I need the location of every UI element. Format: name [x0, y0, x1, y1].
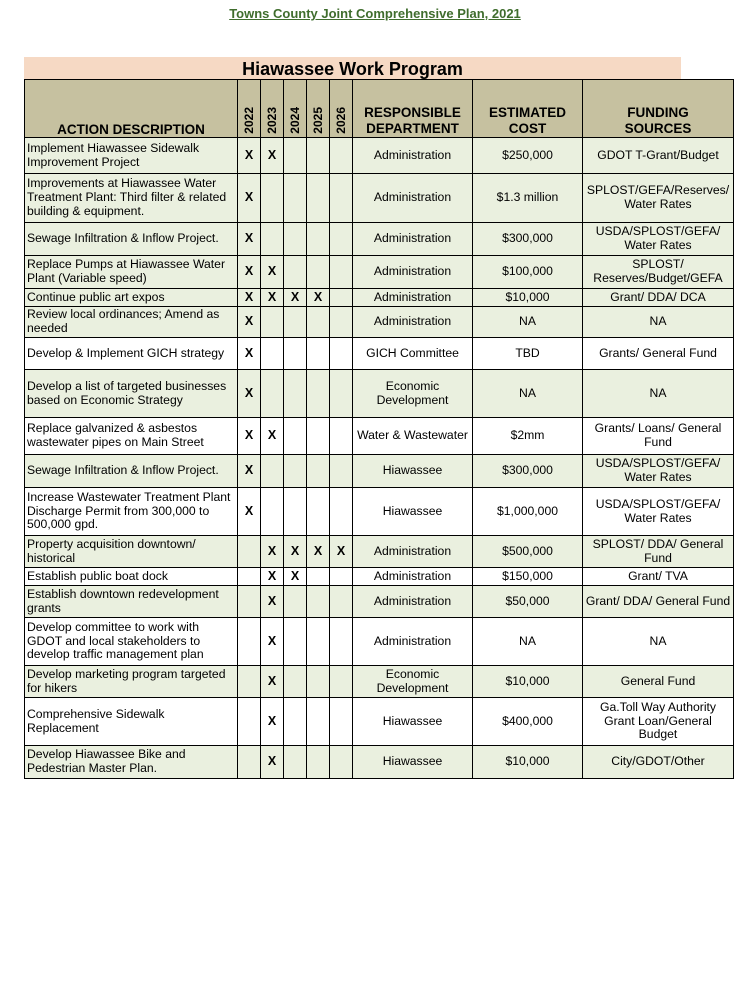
year-mark-2022	[238, 666, 261, 698]
year-mark-2023: X	[261, 418, 284, 455]
funding-sources-cell: Ga.Toll Way Authority Grant Loan/General Budget	[583, 698, 734, 746]
year-mark-2026	[330, 338, 353, 370]
year-mark-2024: X	[284, 289, 307, 307]
year-mark-2026	[330, 586, 353, 618]
estimated-cost-cell: $150,000	[473, 568, 583, 586]
table-row	[25, 666, 734, 698]
estimated-cost-cell: $50,000	[473, 586, 583, 618]
estimated-cost-cell: $300,000	[473, 455, 583, 488]
year-mark-2025	[307, 256, 330, 289]
responsible-department-cell: Administration	[353, 256, 473, 289]
responsible-department-cell: Economic Development	[353, 666, 473, 698]
year-mark-2025	[307, 586, 330, 618]
funding-sources-cell: SPLOST/ Reserves/Budget/GEFA	[583, 256, 734, 289]
table-row	[25, 586, 734, 618]
year-mark-2025	[307, 307, 330, 338]
year-mark-2026	[330, 174, 353, 223]
estimated-cost-cell: $300,000	[473, 223, 583, 256]
estimated-cost-cell: $1,000,000	[473, 488, 583, 536]
year-mark-2024: X	[284, 536, 307, 568]
year-mark-2024	[284, 223, 307, 256]
funding-sources-cell: Grant/ TVA	[583, 568, 734, 586]
year-mark-2025	[307, 488, 330, 536]
year-mark-2023: X	[261, 568, 284, 586]
year-mark-2023	[261, 223, 284, 256]
action-description-cell: Develop committee to work with GDOT and local stakeholders to develop traffic management plan	[25, 618, 238, 666]
responsible-department-cell: Administration	[353, 586, 473, 618]
responsible-department-cell: GICH Committee	[353, 338, 473, 370]
year-mark-2024: X	[284, 568, 307, 586]
action-description-cell: Sewage Infiltration & Inflow Project.	[25, 455, 238, 488]
action-description-cell: Develop & Implement GICH strategy	[25, 338, 238, 370]
table-row	[25, 174, 734, 223]
year-mark-2024	[284, 488, 307, 536]
header-funding-sources: FUNDING SOURCES	[583, 80, 734, 138]
table-row	[25, 618, 734, 666]
year-mark-2026: X	[330, 536, 353, 568]
year-mark-2022: X	[238, 289, 261, 307]
header-year-2022: 2022	[238, 80, 261, 138]
year-mark-2022: X	[238, 256, 261, 289]
year-mark-2023: X	[261, 586, 284, 618]
responsible-department-cell: Administration	[353, 223, 473, 256]
funding-sources-cell: SPLOST/ DDA/ General Fund	[583, 536, 734, 568]
action-description-cell: Develop marketing program targeted for hikers	[25, 666, 238, 698]
year-mark-2022: X	[238, 370, 261, 418]
year-mark-2022: X	[238, 138, 261, 174]
year-mark-2022: X	[238, 223, 261, 256]
estimated-cost-cell: $2mm	[473, 418, 583, 455]
year-mark-2023: X	[261, 698, 284, 746]
year-mark-2024	[284, 698, 307, 746]
header-year-2025: 2025	[307, 80, 330, 138]
funding-sources-cell: NA	[583, 307, 734, 338]
year-mark-2024	[284, 338, 307, 370]
work-program-table	[24, 79, 734, 779]
action-description-cell: Increase Wastewater Treatment Plant Discharge Permit from 300,000 to 500,000 gpd.	[25, 488, 238, 536]
year-mark-2023	[261, 338, 284, 370]
year-mark-2025: X	[307, 536, 330, 568]
action-description-cell: Develop a list of targeted businesses based on Economic Strategy	[25, 370, 238, 418]
year-mark-2026	[330, 370, 353, 418]
year-mark-2025	[307, 666, 330, 698]
year-mark-2026	[330, 698, 353, 746]
year-mark-2022	[238, 568, 261, 586]
year-mark-2024	[284, 618, 307, 666]
year-mark-2024	[284, 746, 307, 779]
responsible-department-cell: Administration	[353, 536, 473, 568]
table-row	[25, 338, 734, 370]
year-mark-2022: X	[238, 307, 261, 338]
estimated-cost-cell: $10,000	[473, 746, 583, 779]
action-description-cell: Establish public boat dock	[25, 568, 238, 586]
estimated-cost-cell: $10,000	[473, 666, 583, 698]
header-action-description: ACTION DESCRIPTION	[25, 80, 238, 138]
responsible-department-cell: Administration	[353, 568, 473, 586]
funding-sources-cell: Grants/ Loans/ General Fund	[583, 418, 734, 455]
year-mark-2025	[307, 698, 330, 746]
year-mark-2025	[307, 338, 330, 370]
year-mark-2023	[261, 455, 284, 488]
estimated-cost-cell: NA	[473, 370, 583, 418]
year-mark-2023	[261, 488, 284, 536]
year-mark-2025	[307, 418, 330, 455]
document-header: Towns County Joint Comprehensive Plan, 2021	[229, 6, 521, 21]
funding-sources-cell: Grant/ DDA/ DCA	[583, 289, 734, 307]
funding-sources-cell: NA	[583, 618, 734, 666]
estimated-cost-cell: NA	[473, 618, 583, 666]
table-row	[25, 488, 734, 536]
action-description-cell: Replace Pumps at Hiawassee Water Plant (Variable speed)	[25, 256, 238, 289]
year-mark-2023: X	[261, 746, 284, 779]
action-description-cell: Continue public art expos	[25, 289, 238, 307]
estimated-cost-cell: $400,000	[473, 698, 583, 746]
year-mark-2026	[330, 418, 353, 455]
year-mark-2022: X	[238, 488, 261, 536]
header-year-2024: 2024	[284, 80, 307, 138]
year-mark-2025	[307, 174, 330, 223]
action-description-cell: Comprehensive Sidewalk Replacement	[25, 698, 238, 746]
responsible-department-cell: Administration	[353, 307, 473, 338]
estimated-cost-cell: TBD	[473, 338, 583, 370]
header-year-2023: 2023	[261, 80, 284, 138]
funding-sources-cell: Grant/ DDA/ General Fund	[583, 586, 734, 618]
responsible-department-cell: Hiawassee	[353, 698, 473, 746]
responsible-department-cell: Hiawassee	[353, 455, 473, 488]
table-row	[25, 289, 734, 307]
table-row	[25, 307, 734, 338]
action-description-cell: Replace galvanized & asbestos wastewater pipes on Main Street	[25, 418, 238, 455]
year-mark-2026	[330, 223, 353, 256]
year-mark-2026	[330, 666, 353, 698]
year-mark-2023	[261, 370, 284, 418]
year-mark-2022	[238, 586, 261, 618]
funding-sources-cell: USDA/SPLOST/GEFA/ Water Rates	[583, 488, 734, 536]
year-mark-2026	[330, 455, 353, 488]
year-mark-2024	[284, 370, 307, 418]
year-mark-2023: X	[261, 536, 284, 568]
year-mark-2024	[284, 455, 307, 488]
header-estimated-cost: ESTIMATED COST	[473, 80, 583, 138]
action-description-cell: Develop Hiawassee Bike and Pedestrian Master Plan.	[25, 746, 238, 779]
table-row	[25, 455, 734, 488]
year-mark-2025	[307, 746, 330, 779]
table-row	[25, 746, 734, 779]
responsible-department-cell: Economic Development	[353, 370, 473, 418]
year-mark-2025	[307, 618, 330, 666]
estimated-cost-cell: $500,000	[473, 536, 583, 568]
action-description-cell: Property acquisition downtown/ historical	[25, 536, 238, 568]
responsible-department-cell: Administration	[353, 174, 473, 223]
year-mark-2022: X	[238, 174, 261, 223]
table-row	[25, 698, 734, 746]
year-mark-2022	[238, 746, 261, 779]
year-mark-2026	[330, 307, 353, 338]
year-mark-2024	[284, 174, 307, 223]
year-mark-2022: X	[238, 338, 261, 370]
year-mark-2025	[307, 455, 330, 488]
year-mark-2023: X	[261, 138, 284, 174]
funding-sources-cell: SPLOST/GEFA/Reserves/ Water Rates	[583, 174, 734, 223]
header-responsible-department: RESPONSIBLE DEPARTMENT	[353, 80, 473, 138]
header-row	[25, 80, 734, 138]
estimated-cost-cell: $1.3 million	[473, 174, 583, 223]
funding-sources-cell: GDOT T-Grant/Budget	[583, 138, 734, 174]
year-mark-2025	[307, 568, 330, 586]
year-mark-2022: X	[238, 455, 261, 488]
year-mark-2024	[284, 307, 307, 338]
table-row	[25, 256, 734, 289]
action-description-cell: Implement Hiawassee Sidewalk Improvement Project	[25, 138, 238, 174]
year-mark-2026	[330, 746, 353, 779]
year-mark-2024	[284, 256, 307, 289]
year-mark-2025: X	[307, 289, 330, 307]
year-mark-2026	[330, 256, 353, 289]
responsible-department-cell: Administration	[353, 618, 473, 666]
table-title: Hiawassee Work Program	[24, 57, 681, 79]
year-mark-2023: X	[261, 618, 284, 666]
action-description-cell: Review local ordinances; Amend as needed	[25, 307, 238, 338]
responsible-department-cell: Hiawassee	[353, 488, 473, 536]
estimated-cost-cell: $250,000	[473, 138, 583, 174]
table-row	[25, 568, 734, 586]
year-mark-2023: X	[261, 666, 284, 698]
header-year-2026: 2026	[330, 80, 353, 138]
table-row	[25, 536, 734, 568]
responsible-department-cell: Hiawassee	[353, 746, 473, 779]
year-mark-2026	[330, 618, 353, 666]
year-mark-2024	[284, 666, 307, 698]
action-description-cell: Improvements at Hiawassee Water Treatment Plant: Third filter & related building & equipment.	[25, 174, 238, 223]
estimated-cost-cell: $100,000	[473, 256, 583, 289]
year-mark-2022	[238, 698, 261, 746]
year-mark-2022: X	[238, 418, 261, 455]
year-mark-2026	[330, 138, 353, 174]
year-mark-2023	[261, 307, 284, 338]
year-mark-2024	[284, 418, 307, 455]
year-mark-2024	[284, 586, 307, 618]
funding-sources-cell: USDA/SPLOST/GEFA/ Water Rates	[583, 223, 734, 256]
year-mark-2025	[307, 370, 330, 418]
table-row	[25, 418, 734, 455]
table-row	[25, 138, 734, 174]
year-mark-2026	[330, 568, 353, 586]
year-mark-2022	[238, 618, 261, 666]
year-mark-2025	[307, 223, 330, 256]
responsible-department-cell: Administration	[353, 289, 473, 307]
year-mark-2022	[238, 536, 261, 568]
table-row	[25, 223, 734, 256]
funding-sources-cell: Grants/ General Fund	[583, 338, 734, 370]
year-mark-2025	[307, 138, 330, 174]
funding-sources-cell: City/GDOT/Other	[583, 746, 734, 779]
responsible-department-cell: Water & Wastewater	[353, 418, 473, 455]
year-mark-2026	[330, 488, 353, 536]
funding-sources-cell: General Fund	[583, 666, 734, 698]
funding-sources-cell: USDA/SPLOST/GEFA/ Water Rates	[583, 455, 734, 488]
year-mark-2024	[284, 138, 307, 174]
funding-sources-cell: NA	[583, 370, 734, 418]
year-mark-2026	[330, 289, 353, 307]
estimated-cost-cell: $10,000	[473, 289, 583, 307]
responsible-department-cell: Administration	[353, 138, 473, 174]
action-description-cell: Establish downtown redevelopment grants	[25, 586, 238, 618]
estimated-cost-cell: NA	[473, 307, 583, 338]
year-mark-2023	[261, 174, 284, 223]
table-row	[25, 370, 734, 418]
year-mark-2023: X	[261, 289, 284, 307]
year-mark-2023: X	[261, 256, 284, 289]
action-description-cell: Sewage Infiltration & Inflow Project.	[25, 223, 238, 256]
